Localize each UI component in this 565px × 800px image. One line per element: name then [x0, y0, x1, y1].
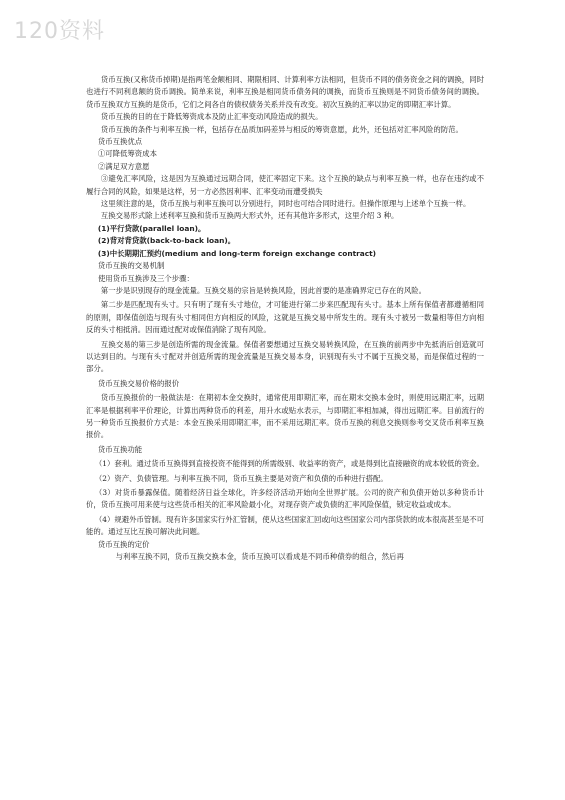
section-heading-pricing: 货币互换的定价 [97, 539, 150, 549]
list-item-forward-contract: (3)中长期期汇预约(medium and long-term foreign exchange contract) [97, 248, 377, 258]
list-item-function-1: （1）套利。通过货币互换得到直接投资不能得到的所需级别、收益率的资产，或是得到比直接融资的成本较低的资金。 [94, 459, 484, 469]
section-heading-advantages: 货币互换优点 [97, 137, 143, 147]
list-item-function-2: （2）资产、负债管理。与利率互换不同，货币互换主要是对资产和负债的币种进行搭配。 [94, 473, 388, 483]
paragraph-step-3: 互换交易的第三步是创造所需的现金流量。保值者要想通过互换交易转换风险，在互换的前两步中先抵消后创造就可以达到目的。与现有头寸配对并创造所需的现金流量是互换交易本身，识别现有头寸不属于互换交易，而是保值过程的一部分。 [86, 339, 484, 374]
section-heading-quotation: 货币互换交易价格的报价 [97, 378, 180, 388]
list-item-advantage-3: ③避免汇率风险，这是因为互换通过远期合同，使汇率固定下来。这个互换的缺点与利率互换一样，也存在违约或不履行合同的风险，如果是这样，另一方必然因利率、汇率变动而遭受损失 [86, 174, 484, 196]
list-item-advantage-1: ①可降低筹资成本 [97, 149, 157, 159]
watermark-logo: 120资料 [14, 19, 105, 44]
section-heading-mechanism: 货币互换的交易机制 [97, 261, 165, 271]
paragraph-note: 这里须注意的是，货币互换与利率互换可以分别进行，同时也可结合同时进行。但操作原理与上述单个互换一样。 [100, 199, 471, 209]
list-item-function-3: （3）对货币暴露保值。随着经济日益全球化，许多经济活动开始向全世界扩展。公司的资产和负债开始以多种货币计价，货币互换可用来使与这些货币相关的汇率风险最小化，对现存资产或负债的汇率风险保值，锁定收益或成本。 [86, 488, 484, 510]
paragraph-conditions: 货币互换的条件与利率互换一样，包括存在品质加码差异与相反的筹资意愿，此外，还包括对汇率风险的防范。 [100, 124, 463, 134]
paragraph-step-2: 第二步是匹配现有头寸。只有明了现有头寸地位，才可能进行第二步来匹配现有头寸。基本上所有保值者都遵循相同的原则，即保值创造与现有头寸相同但方向相反的风险，这就是互换交易中所发生的。现有头寸被另一数量相等但方向相反的头寸相抵消。因而通过配对或保值消除了现有风险。 [86, 300, 484, 335]
list-item-back-to-back-loan: (2)背对背贷款(back-to-back loan)。 [97, 236, 236, 246]
paragraph-purpose: 货币互换的目的在于降低筹资成本及防止汇率变动风险造成的损失。 [100, 112, 323, 122]
paragraph-step-1: 第一步是识别现存的现金流量。互换交易的宗旨是转换风险，因此首要的是准确界定已存在的风险。 [100, 285, 426, 295]
paragraph-pricing: 与利率互换不同，货币互换交换本金，货币互换可以看成是不同币种债券的组合，然后再 [115, 552, 404, 562]
paragraph-three-steps: 使用货币互换涉及三个步骤： [97, 273, 194, 283]
paragraph-other-forms: 互换交易形式除上述利率互换和货币互换两大形式外，还有其他许多形式，这里介绍 3 种。 [100, 211, 399, 221]
paragraph-intro: 货币互换(又称货币掉期)是指两笔金额相同、期限相同、计算利率方法相同，但货币不同的债务资金之间的调换，同时也进行不同利息额的货币调换。简单来说，利率互换是相同货币债务间的调换，而货币互换则是不同货币债务间的调换。货币互换双方互换的是货币，它们之间各自的债权债务关系并没有改变。初次互换的汇率以协定的即期汇率计算。 [86, 75, 484, 109]
document-body [86, 74, 484, 563]
list-item-advantage-2: ②满足双方意愿 [97, 161, 150, 171]
list-item-parallel-loan: (1)平行贷款(parallel loan)。 [97, 223, 206, 233]
list-item-function-4: （4）规避外币管制。现有许多国家实行外汇管制，使从这些国家汇回或向这些国家公司内部贷款的成本很高甚至是不可能的。通过互比互换可解决此问题。 [86, 514, 484, 537]
section-heading-functions: 货币互换功能 [97, 444, 143, 454]
paragraph-quotation: 货币互换报价的一般做法是：在期初本金交换时，通常使用即期汇率，而在期末交换本金时，则使用远期汇率，远期汇率是根据利率平价理论，计算出两种货币的利差，用升水或贴水表示，与即期汇率相加减，得出远期汇率。目前流行的另一种货币互换报价方式是：本金互换采用即期汇率，而不采用远期汇率。货币互换的利息交换则参考交叉货币利率互换报价。 [86, 393, 484, 440]
